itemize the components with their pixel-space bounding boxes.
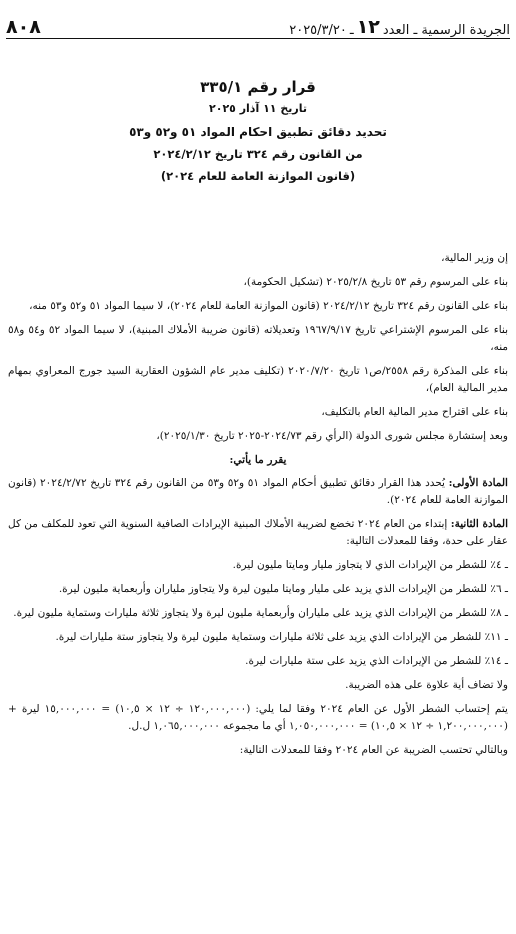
page-number: ٨٠٨ — [6, 16, 41, 38]
preamble-memo: بناء على المذكرة رقم ٢٥٥٨/ص١ تاريخ ٢٠٢٠/٧/٢٠ (تكليف مدير عام الشؤون العقارية السيد جورج المعراوي بمهام مدير المالية العام)، — [8, 365, 509, 394]
decision-subject: تحديد دقائق تطبيق احكام المواد ٥١ و٥٢ و٥٣ — [129, 125, 387, 139]
article-2-text: إبتداء من العام ٢٠٢٤ تخضع لضريبة الأملاك المبنية الإيرادات الصافية السنوية التي تعود للمكلف من كل عقار على حدة، وفقا للمعدلات التالية: — [8, 518, 508, 547]
header-separator: ـ — [349, 23, 354, 38]
no-surcharge-note: ولا تضاف أية علاوة على هذه الضريبة. — [345, 679, 508, 691]
preamble-consultation: وبعد إستشارة مجلس شورى الدولة (الرأي رقم ٢٠٢٤/٧٣-٢٠٢٥ تاريخ ٢٠٢٥/١/٣٠)، — [156, 430, 508, 442]
preamble-decree: بناء على المرسوم رقم ٥٣ تاريخ ٢٠٢٥/٢/٨ (تشكيل الحكومة)، — [243, 276, 508, 288]
article-2-label: المادة الثانية: — [450, 518, 509, 530]
article-2 — [8, 516, 508, 550]
issue-date: ٢٠٢٥/٣/٢٠ — [289, 23, 347, 38]
rate-item-4: ـ ١١٪ للشطر من الإيرادات الذي يزيد على ثلاثة مليارات وستماية مليون ليرة ولا يتجاوز ستة مليارات ليرة. — [55, 631, 508, 643]
rate-item-5: ـ ١٤٪ للشطر من الإيرادات الذي يزيد على ستة مليارات ليرة. — [245, 655, 508, 667]
law-name: (قانون الموازنة العامة للعام ٢٠٢٤) — [160, 169, 356, 183]
preamble-proposal: بناء على اقتراح مدير المالية العام بالتكليف، — [321, 406, 508, 418]
article-1-label: المادة الأولى: — [448, 477, 508, 489]
rate-item-1: ـ ٤٪ للشطر من الإيرادات الذي لا يتجاوز مليار ومايتا مليون ليرة. — [232, 559, 508, 571]
preamble-legislative-decree: بناء على المرسوم الإشتراعي تاريخ ١٩٦٧/٩/١٧ وتعديلاته (قانون ضريبة الأملاك المبنية)، لا سيما المواد ٥٢ و٥٤ و٥٨ منه، — [8, 324, 508, 353]
decision-number: قرار رقم ٣٣٥/١ — [200, 78, 316, 96]
decides-heading: يقرر ما يأتي: — [229, 454, 287, 466]
article-1 — [8, 475, 508, 509]
final-rates-intro: وبالتالي تحتسب الضريبة عن العام ٢٠٢٤ وفقا للمعدلات التالية: — [239, 744, 508, 756]
journal-title: الجريدة الرسمية ـ العدد — [382, 23, 510, 38]
article-1-text: يُحدد هذا القرار دقائق تطبيق أحكام المواد ٥١ و٥٢ و٥٣ من القانون رقم ٣٢٤ تاريخ ٢٠٢٤/٢/٧٢ (قانون الموازنة العامة للعام ٢٠٢٤). — [8, 477, 508, 506]
page-header — [6, 12, 510, 39]
preamble-law: بناء على القانون رقم ٣٢٤ تاريخ ٢٠٢٤/٢/١٢ (قانون الموازنة العامة للعام ٢٠٢٤)، لا سيما المواد ٥١ و٥٢ و٥٣ منه، — [29, 300, 508, 312]
decision-title-block — [0, 78, 516, 183]
journal-info — [289, 16, 510, 38]
rate-item-3: ـ ٨٪ للشطر من الإيرادات الذي يزيد على ملياران وأربعماية مليون ليرة ولا يتجاوز ثلاثة مليارات وستماية مليون ليرة. — [13, 607, 508, 619]
minister-intro: إن وزير المالية، — [441, 252, 508, 264]
decision-body — [8, 250, 508, 766]
law-reference: من القانون رقم ٣٢٤ تاريخ ٢٠٢٤/٢/١٢ — [153, 147, 363, 161]
decision-date: تاريخ ١١ آذار ٢٠٢٥ — [209, 102, 307, 115]
rate-item-2: ـ ٦٪ للشطر من الإيرادات الذي يزيد على مليار ومايتا مليون ليرة ولا يتجاوز ملياران وأربعماية مليون ليرة. — [58, 583, 508, 595]
calculation-example: يتم إحتساب الشطر الأول عن العام ٢٠٢٤ وفقا لما يلي: (١٢٠,٠٠٠,٠٠٠ ÷ ١٢ × ١٠,٥) = ١٥,٠٠٠,٠٠٠ ليرة + (١,٢٠٠,٠٠٠,٠٠٠ ÷ ١٢ × ١٠,٥) = ١,٠٥٠,٠٠٠,٠٠٠ أي ما مجموعه ١,٠٦٥,٠٠٠,٠٠٠ ل.ل. — [8, 703, 508, 732]
issue-number: ١٢ — [356, 16, 380, 38]
